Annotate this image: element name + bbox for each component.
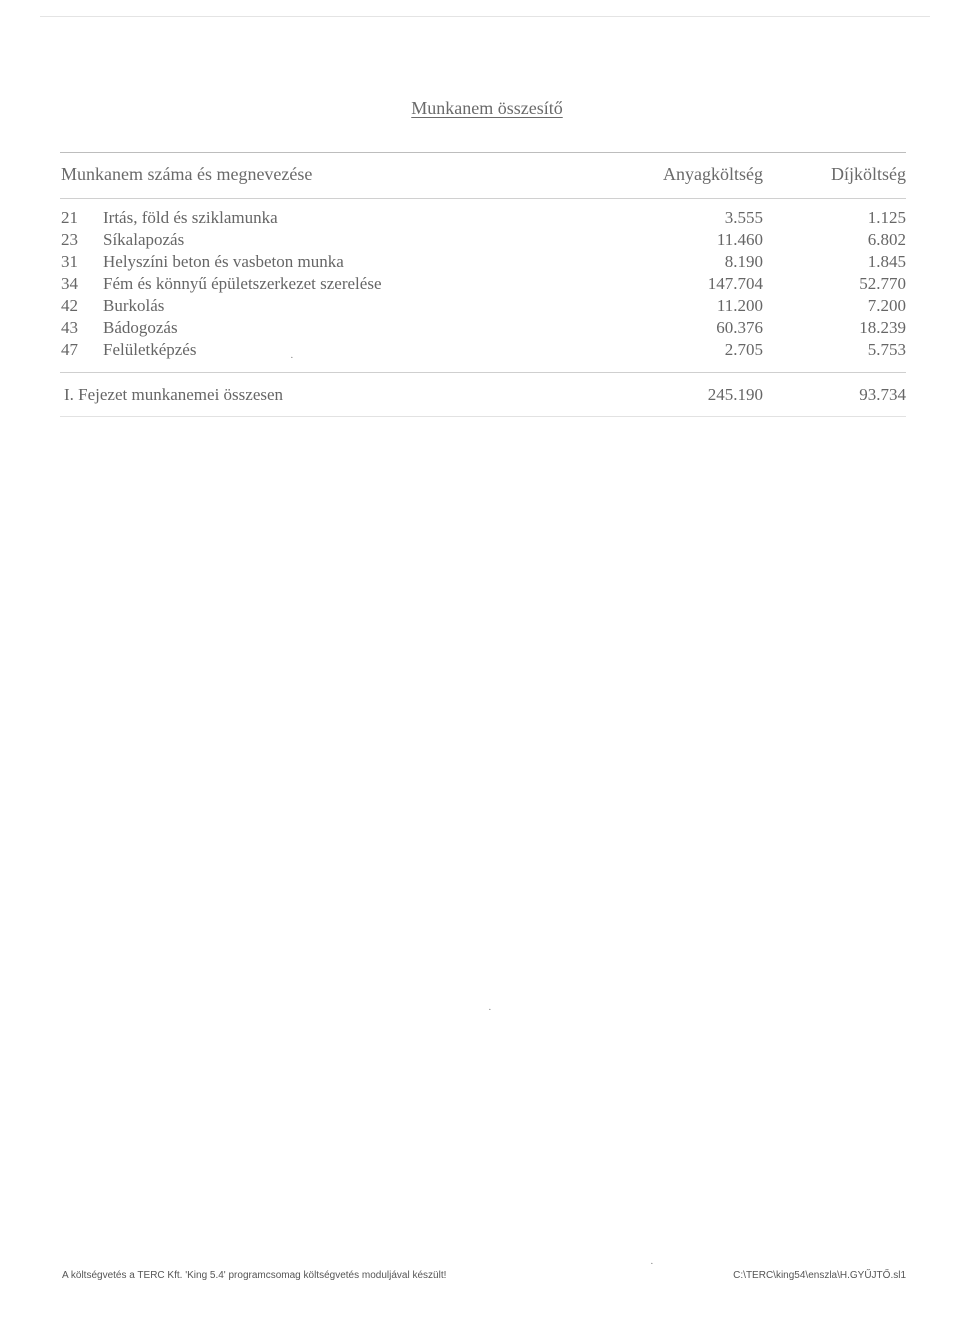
scan-speck: ·: [290, 352, 294, 364]
row-name: Síkalapozás: [103, 230, 185, 249]
row-material-cost: 3.555: [724, 208, 763, 227]
total-label: I. Fejezet munkanemei összesen: [64, 385, 284, 404]
header-top-rule: [60, 152, 906, 153]
row-fee-cost: 7.200: [867, 296, 906, 315]
table-row: [0, 274, 960, 296]
scan-speck: ·: [488, 1004, 492, 1016]
row-material-cost: 11.200: [716, 296, 763, 315]
table-row: [0, 340, 960, 362]
total-fee-cost: 93.734: [859, 385, 906, 404]
total-material-cost: 245.190: [707, 385, 763, 404]
row-number: 31: [61, 252, 78, 271]
scan-speck: ·: [650, 1258, 654, 1270]
row-material-cost: 8.190: [724, 252, 763, 271]
header-bottom-rule: [60, 198, 906, 199]
table-row: [0, 230, 960, 252]
row-fee-cost: 5.753: [867, 340, 906, 359]
row-name: Felületképzés: [103, 340, 197, 359]
row-name: Helyszíni beton és vasbeton munka: [103, 252, 344, 271]
row-number: 43: [61, 318, 78, 337]
row-fee-cost: 52.770: [859, 274, 906, 293]
total-top-rule: [60, 372, 906, 373]
row-number: 42: [61, 296, 78, 315]
row-name: Fém és könnyű épületszerkezet szerelése: [103, 274, 382, 293]
scan-edge-line: [40, 16, 930, 17]
page-title: Munkanem összesítő: [411, 98, 563, 118]
table-row: [0, 208, 960, 230]
row-material-cost: 11.460: [716, 230, 763, 249]
header-fee-column: Díjköltség: [831, 164, 906, 184]
row-name: Irtás, föld és sziklamunka: [103, 208, 278, 227]
row-material-cost: 60.376: [716, 318, 763, 337]
table-row: [0, 318, 960, 340]
total-bottom-rule: [60, 416, 906, 417]
row-material-cost: 2.705: [724, 340, 763, 359]
row-fee-cost: 18.239: [859, 318, 906, 337]
row-material-cost: 147.704: [707, 274, 763, 293]
table-row: [0, 296, 960, 318]
row-number: 47: [61, 340, 78, 359]
footer-file-path: C:\TERC\king54\enszla\H.GYŰJTŐ.sl1: [733, 1270, 906, 1281]
header-name-column: Munkanem száma és megnevezése: [61, 164, 313, 184]
row-name: Bádogozás: [103, 318, 178, 337]
row-number: 34: [61, 274, 78, 293]
footer-credit: A költségvetés a TERC Kft. 'King 5.4' programcsomag költségvetés moduljával készült!: [62, 1270, 447, 1281]
row-fee-cost: 1.125: [867, 208, 906, 227]
row-fee-cost: 1.845: [867, 252, 906, 271]
row-fee-cost: 6.802: [867, 230, 906, 249]
header-material-column: Anyagköltség: [663, 164, 763, 184]
row-number: 21: [61, 208, 78, 227]
row-name: Burkolás: [103, 296, 165, 315]
table-row: [0, 252, 960, 274]
row-number: 23: [61, 230, 78, 249]
